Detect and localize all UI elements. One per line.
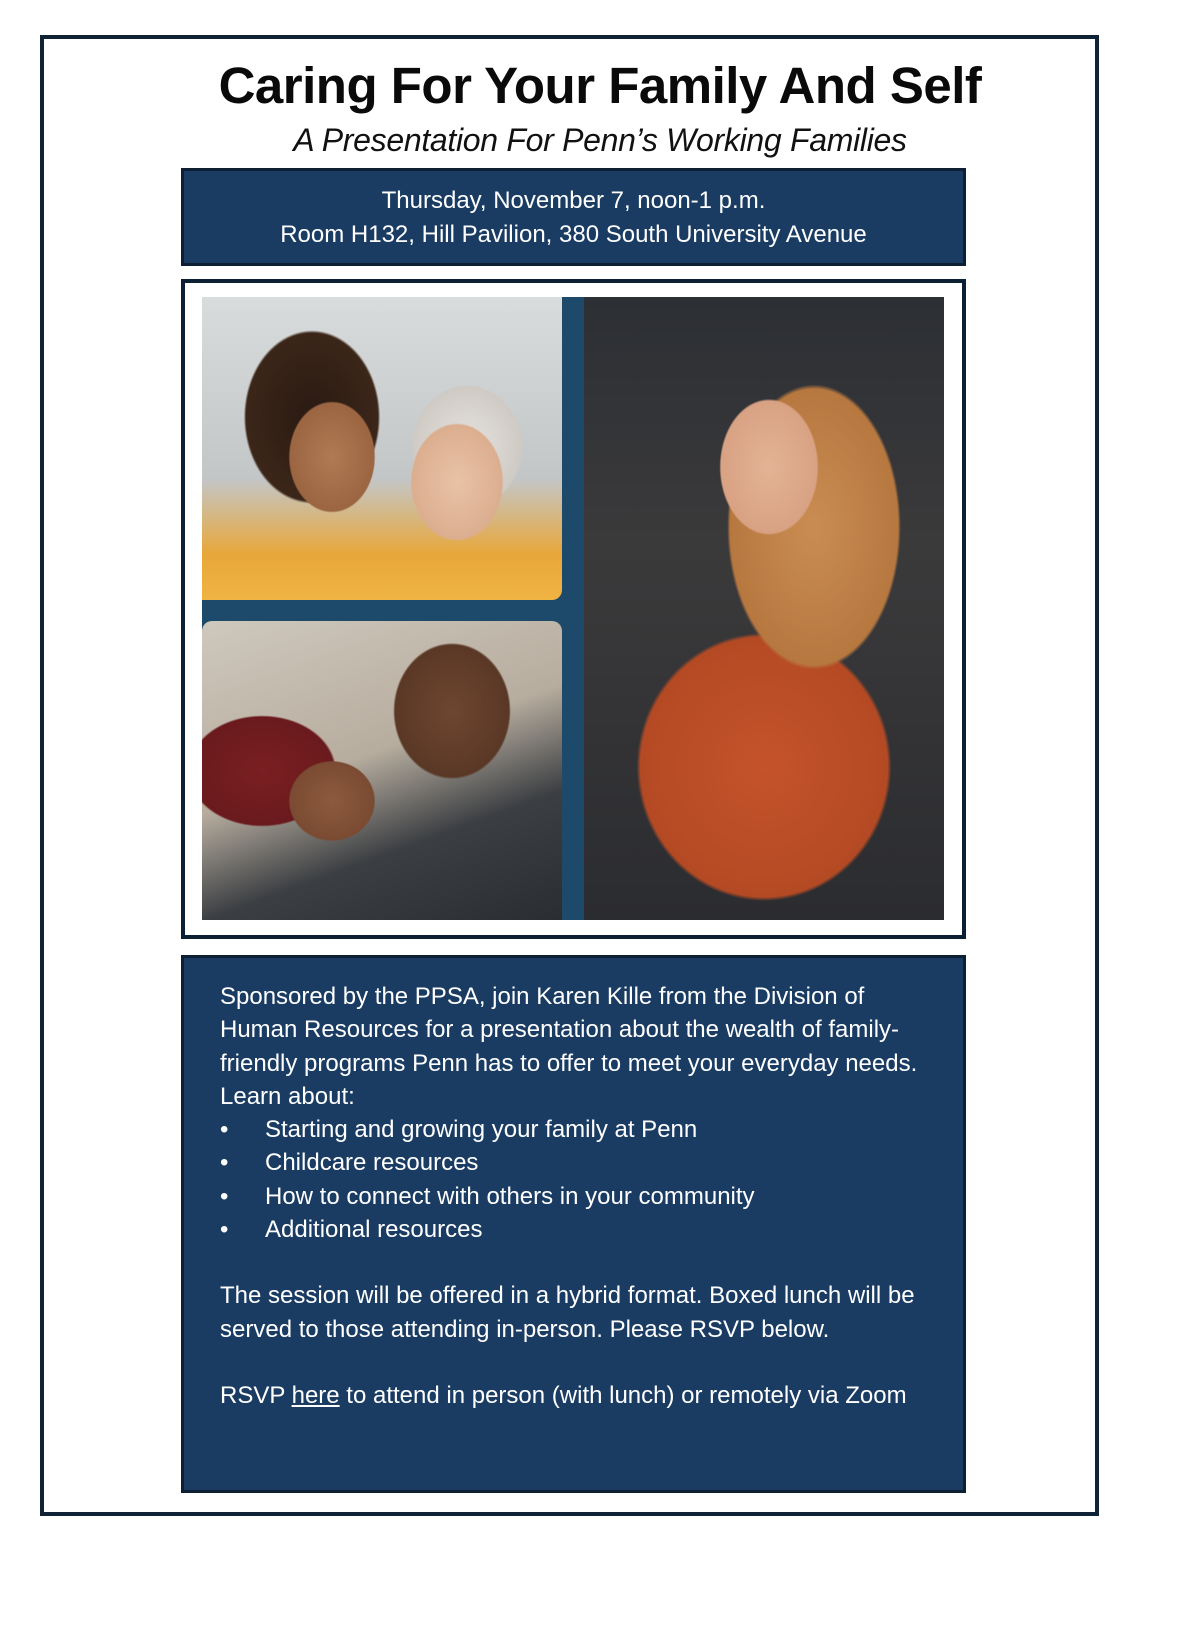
rsvp-here-link[interactable]: here [291, 1381, 340, 1409]
topic-item: • Childcare resources [220, 1146, 933, 1179]
photo-father-and-baby [202, 621, 562, 920]
bullet-icon: • [220, 1216, 229, 1244]
rsvp-line: RSVP here to attend in person (with lunch) or remotely via Zoom [220, 1381, 907, 1409]
photo-collage [202, 297, 944, 920]
flyer-subtitle: A Presentation For Penn’s Working Families [293, 122, 907, 158]
bullet-icon: • [220, 1182, 229, 1210]
event-details-banner [181, 168, 966, 266]
photo-women-smiling [202, 297, 562, 600]
description-text: Sponsored by the PPSA, join Karen Kille from the Division of Human Resources for a presentation about the wealth of family-friendly programs Penn has to offer to meet your everyday needs. Learn about: [220, 983, 918, 1110]
bullet-icon: • [220, 1116, 229, 1144]
topic-item: • How to connect with others in your community [220, 1180, 933, 1213]
bullet-icon: • [220, 1149, 229, 1177]
format-note: The session will be offered in a hybrid format. Boxed lunch will be served to those attending in-person. Please RSVP below. [220, 1282, 915, 1343]
event-description-panel [181, 955, 966, 1493]
topics-list [220, 1113, 933, 1246]
photo-woman-orange-sweater [584, 297, 944, 920]
topic-item: • Starting and growing your family at Penn [220, 1113, 933, 1146]
topic-item: • Additional resources [220, 1213, 933, 1246]
event-location: Room H132, Hill Pavilion, 380 South University Avenue [280, 221, 867, 248]
flyer-title: Caring For Your Family And Self [218, 57, 982, 114]
event-datetime: Thursday, November 7, noon-1 p.m. [381, 187, 766, 214]
